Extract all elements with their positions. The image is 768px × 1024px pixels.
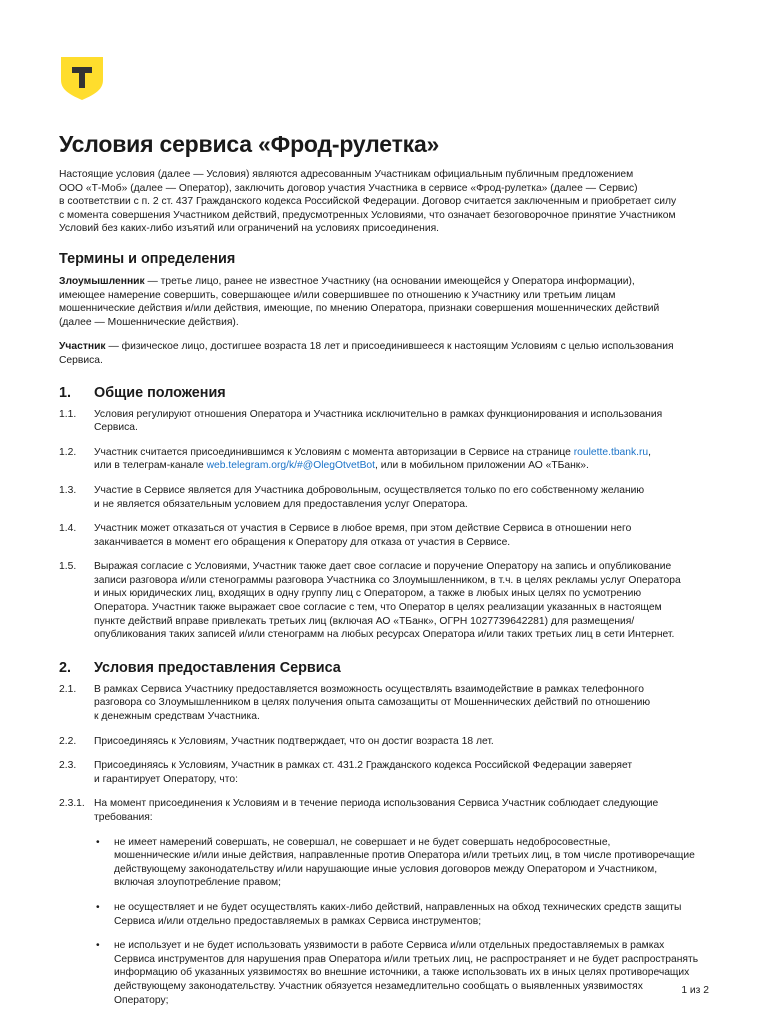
clause-line: разговора со Злоумышленником в целях получения опыта самозащиты от Мошеннических действий по отношению [94,697,651,709]
clause-text: , [648,446,652,458]
clause-line: пункте действий вправе привлекать третьих лиц (включая АО «ТБанк», ОГРН 1027739642281) для размещения/ [94,615,635,627]
definition-participant [59,340,709,367]
bullet-line: действующему законодательству. Участник обязуется незамедлительно сообщать о выявленных уязвимостях [114,980,643,992]
clause-line: заканчивается в момент его обращения к Оператору для отказа от участия в Сервисе. [94,536,511,548]
section-title: Условия предоставления Сервиса [94,659,341,676]
clause-number: 1.2. [59,446,77,458]
clause-2-1 [59,683,709,724]
bullet-item [94,939,709,1007]
clause-1-1 [59,408,709,435]
page-title: Условия сервиса «Фрод-рулетка» [59,131,440,157]
clause-line: Присоединяясь к Условиям, Участник в рамках ст. 431.2 Гражданского кодекса Российской Федерации заверяет [94,760,633,772]
clause-1-4 [59,522,709,549]
term-participant: Участник [59,341,106,353]
telegram-link[interactable]: web.telegram.org/k/#@OlegOtvetBot [206,460,376,472]
clause-number: 2.3.1. [59,798,85,810]
clause-1-5 [59,560,709,642]
clause-number: 1.3. [59,484,77,496]
clause-2-3-1 [59,797,709,824]
clause-number: 2.3. [59,760,77,772]
bullet-line: мошеннические и/или иные действия, направленные против Оператора и/или третьих лиц, в том числе противоречащие [114,850,695,862]
bullet-line: включая злоупотребление правом; [114,877,281,889]
definition-text: Сервиса. [59,354,103,366]
definition-text: — физическое лицо, достигшее возраста 18 лет и присоединившееся к настоящим Условиям с целью использования [105,341,674,353]
section-number: 1. [59,384,72,401]
clause-line: В рамках Сервиса Участнику предоставляется возможность осуществлять взаимодействие в рамках телефонного [94,683,644,695]
clause-text: , или в мобильном приложении АО «ТБанк». [375,460,589,472]
clause-line: На момент присоединения к Условиям и в течение периода использования Сервиса Участник соблюдает следующие [94,798,659,810]
clause-line: Участник может отказаться от участия в Сервисе в любое время, при этом действие Сервиса в отношении него [94,523,632,535]
clause-number: 1.5. [59,561,77,573]
clause-line: Оператора. Участник также выражает свое согласие с тем, что Оператор в целях реализации указанных в настоящем [94,602,662,614]
clause-line: Условия регулируют отношения Оператора и Участника исключительно в рамках функционирования и использования [94,408,663,420]
bullet-marker: • [96,940,100,952]
clause-number: 2.2. [59,735,77,747]
definition-text: — третье лицо, ранее не известное Участнику (на основании имеющейся у Оператора информации), [144,275,635,287]
bullet-marker: • [96,836,100,848]
bullet-line: Оператору; [114,994,169,1006]
intro-line: с момента совершения Участником действий, предусмотренных Условиями, что означает безоговорочное принятие Участником [59,209,676,221]
bullet-marker: • [96,901,100,913]
clause-line: опубликования таких записей и/или стенограмм на любых ресурсах Оператора и/или таких третьих лиц в сети Интернет. [94,629,675,641]
definition-fraudster [59,275,709,329]
clause-line: и иных юридических лиц, входящих в одну группу лиц с Оператором, а также в любых иных целях по усмотрению [94,588,642,600]
clause-line: Присоединяясь к Условиям, Участник подтверждает, что он достиг возраста 18 лет. [94,735,494,747]
bullet-line: действующему законодательству и/или нарушающие иные условия договоров между Оператором и Участником, [114,863,658,875]
clause-line: к денежным средствам Участника. [94,711,260,723]
clause-number: 1.1. [59,408,77,420]
clause-text: или в телеграм-канале [94,460,207,472]
clause-line: Выражая согласие с Условиями, Участник также дает свое согласие и поручение Оператору на запись и опубликование [94,561,672,573]
clause-line: и не является обязательным условием для предоставления услуг Оператора. [94,498,468,510]
bullet-line: не использует и не будет использовать уязвимости в работе Сервиса и/или отдельных предоставляемых в рамках [114,940,665,952]
intro-line: Условий без каких-либо изъятий или ограничений на условиях присоединения. [59,223,440,235]
intro-line: Настоящие условия (далее — Условия) являются адресованным Участникам официальным публичным предложением [59,169,634,180]
clause-1-2 [59,446,709,473]
clause-line: Участие в Сервисе является для Участника добровольным, осуществляется только по его собственному желанию [94,484,645,496]
intro-line: в соответствии с п. 2 ст. 437 Гражданского кодекса Российской Федерации. Договор считается заключенным и приобретает силу [59,196,677,208]
bullet-item [94,901,709,928]
clause-line: требования: [94,812,153,823]
intro-paragraph [59,168,709,236]
definition-text: мошеннические действия и/или действия, имеющие, по мнению Оператора, признаки совершения мошеннических действий [59,303,660,315]
section-1-heading [59,384,709,402]
clause-2-2 [59,735,709,749]
bullet-line: не осуществляет и не будет осуществлять каких-либо действий, направленных на обход технических средств защиты [114,901,682,913]
bullet-line: не имеет намерений совершать, не совершал, не совершает и не будет совершать недобросовестные, [114,836,611,848]
page-number: 1 из 2 [681,985,709,996]
section-2-heading [59,659,709,677]
section-title: Общие положения [94,384,226,401]
clause-number: 1.4. [59,523,77,535]
section-number: 2. [59,659,72,676]
clause-line: Сервиса. [94,422,138,434]
tbank-logo-icon [59,55,105,101]
clause-2-3 [59,759,709,786]
clause-text: Участник считается присоединившимся к Условиям с момента авторизации в Сервисе на странице [94,446,574,458]
bullet-line: Сервиса и/или отдельно предоставляемых в рамках Сервиса инструментов; [114,915,482,927]
definition-text: (далее — Мошеннические действия). [59,316,239,328]
bullet-line: Сервиса инструментов для нарушения прав Оператора и/или третьих лиц, не распространяет и не будет распространять [114,953,699,965]
definition-text: имеющее намерение совершить, совершающее и/или совершившее по отношению к Участнику или третьим лицам [59,289,616,301]
roulette-link[interactable]: roulette.tbank.ru [573,446,649,458]
document-body [59,168,709,1007]
clause-number: 2.1. [59,683,77,695]
clause-1-3 [59,484,709,511]
bullet-item [94,836,709,890]
term-fraudster: Злоумышленник [59,275,145,287]
terms-heading: Термины и определения [59,250,236,267]
bullet-line: информацию об указанных уязвимостях во внешние источники, а также использовать их в иных целях противоречащих [114,967,690,979]
clause-line: записи разговора и/или стенограммы разговора Участника со Злоумышленником, в т.ч. в целях рекламы услуг Оператора [94,574,681,586]
intro-line: ООО «Т-Моб» (далее — Оператор), заключить договор участия Участника в сервисе «Фрод-рулетка» (далее — Сервис) [59,182,638,194]
clause-line: и гарантирует Оператору, что: [94,773,238,785]
